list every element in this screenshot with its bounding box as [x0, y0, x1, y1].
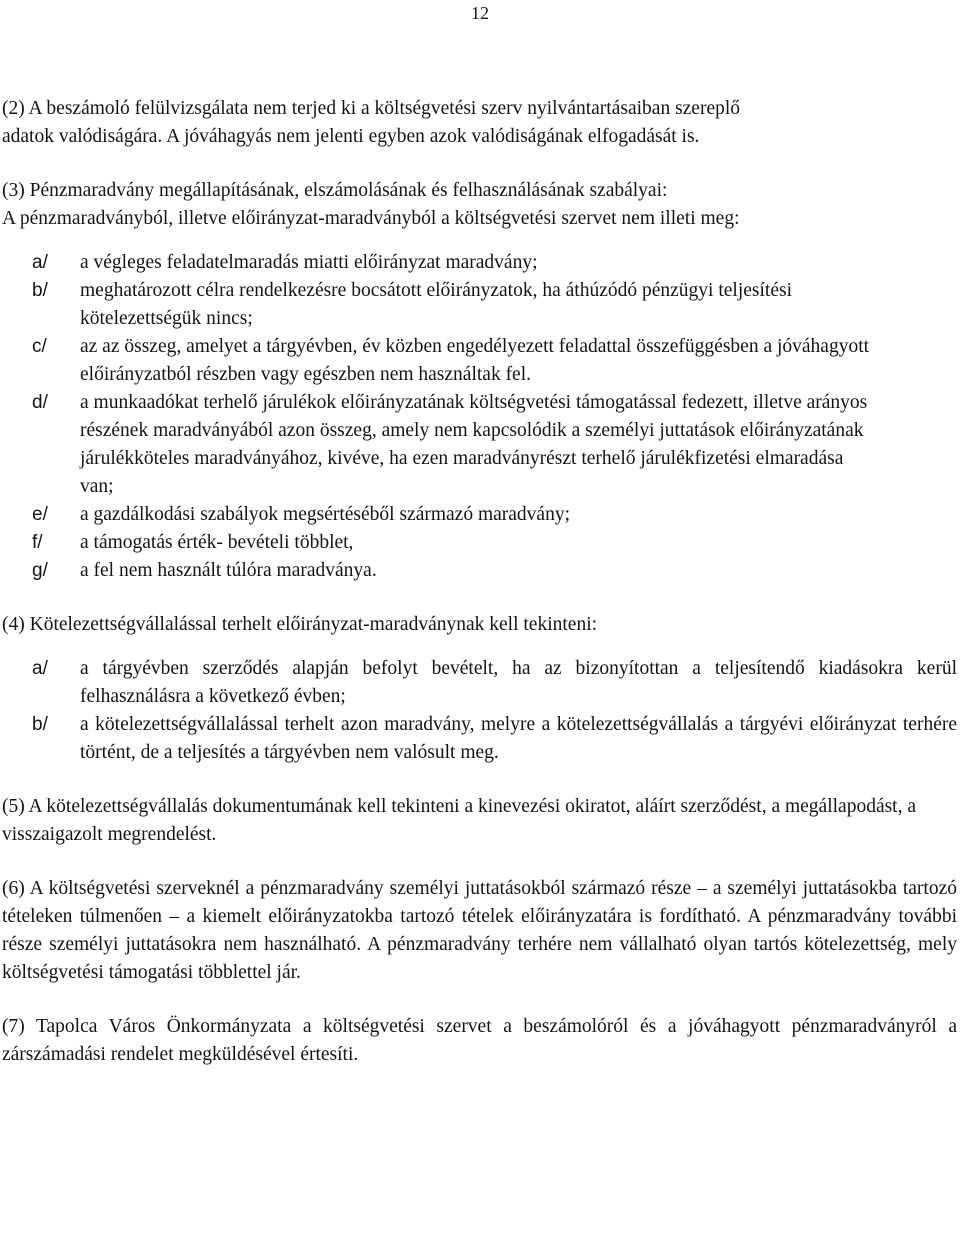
list-item-text: a tárgyévben szerződés alapján befolyt bevételt, ha az bizonyítottan a teljesítendő kiadásokra kerül felhasználásra a következő évben; [80, 658, 957, 707]
list-item [2, 389, 957, 501]
list-marker: a/ [32, 252, 48, 273]
document-body [2, 95, 957, 1069]
list-item-text: a munkaadókat terhelő járulékok előirányzatának költségvetési támogatással fedezett, illetve arányos részének maradványából azon összeg, amely nem kapcsolódik a személyi juttatások előirányzatának járulékköteles maradványához, kivéve, ha ezen maradványrészt terhelő járulékfizetési elmaradása van; [80, 392, 868, 497]
list-item [2, 557, 957, 585]
list-marker: b/ [32, 714, 48, 735]
list-item [2, 655, 957, 711]
paragraph-4 [2, 611, 957, 767]
list-item-text: a támogatás érték- bevételi többlet, [80, 532, 354, 553]
paragraph-2-line-1: (2) A beszámoló felülvizsgálata nem terjed ki a költségvetési szerv nyilvántartásaiban szereplő [2, 98, 741, 119]
paragraph-5: (5) A kötelezettségvállalás dokumentumának kell tekinteni a kinevezési okiratot, aláírt szerződést, a megállapodást, a visszaigazolt megrendelést. [2, 796, 917, 845]
list-item [2, 711, 957, 767]
paragraph-7: (7) Tapolca Város Önkormányzata a költségvetési szervet a beszámolóról és a jóváhagyott pénzmaradványról a zárszámadási rendelet megküldésével értesíti. [2, 1016, 957, 1065]
paragraph-6: (6) A költségvetési szerveknél a pénzmaradvány személyi juttatásokból származó része – a személyi juttatásokba tartozó tételeken túlmenően – a kiemelt előirányzatokba tartozó tételek előirányzatára is fordítható. A pénzmaradvány további része személyi juttatásokra nem használható. A pénzmaradvány terhére nem vállalható olyan tartós kötelezettség, mely költségvetési támogatási többlettel jár. [2, 878, 957, 983]
list-marker: e/ [32, 504, 48, 525]
list-item-text: a fel nem használt túlóra maradványa. [80, 560, 377, 581]
list-marker: f/ [32, 532, 43, 553]
list-item-text: a kötelezettségvállalással terhelt azon maradvány, melyre a kötelezettségvállalás a tárgyévi előirányzat terhére történt, de a teljesítés a tárgyévben nem valósult meg. [80, 714, 957, 763]
paragraph-2 [2, 95, 957, 151]
paragraph-3-intro: A pénzmaradványból, illetve előirányzat-maradványból a költségvetési szervet nem illeti meg: [2, 208, 740, 229]
paragraph-3-heading: (3) Pénzmaradvány megállapításának, elszámolásának és felhasználásának szabályai: [2, 180, 668, 201]
list-item-text: az az összeg, amelyet a tárgyévben, év közben engedélyezett feladattal összefüggésben a jóváhagyott előirányzatból részben vagy egészben nem használtak fel. [80, 336, 870, 385]
list-item-text: a gazdálkodási szabályok megsértéséből származó maradvány; [80, 504, 571, 525]
list-marker: b/ [32, 280, 48, 301]
list-marker: d/ [32, 392, 48, 413]
list-item [2, 529, 957, 557]
page-number: 12 [471, 3, 489, 23]
list-item [2, 501, 957, 529]
paragraph-3-list [2, 249, 957, 585]
list-item [2, 249, 957, 277]
list-marker: c/ [32, 336, 47, 357]
list-marker: a/ [32, 658, 48, 679]
paragraph-2-line-2: adatok valódiságára. A jóváhagyás nem jelenti egyben azok valódiságának elfogadását is. [2, 126, 700, 147]
list-marker: g/ [32, 560, 48, 581]
list-item-text: meghatározott célra rendelkezésre bocsátott előirányzatok, ha áthúzódó pénzügyi teljesítési kötelezettségük nincs; [80, 280, 792, 329]
list-item [2, 333, 957, 389]
paragraph-4-list [2, 655, 957, 767]
list-item-text: a végleges feladatelmaradás miatti előirányzat maradvány; [80, 252, 538, 273]
list-item [2, 277, 957, 333]
paragraph-4-heading: (4) Kötelezettségvállalással terhelt előirányzat-maradványnak kell tekinteni: [2, 614, 598, 635]
paragraph-3 [2, 177, 957, 585]
